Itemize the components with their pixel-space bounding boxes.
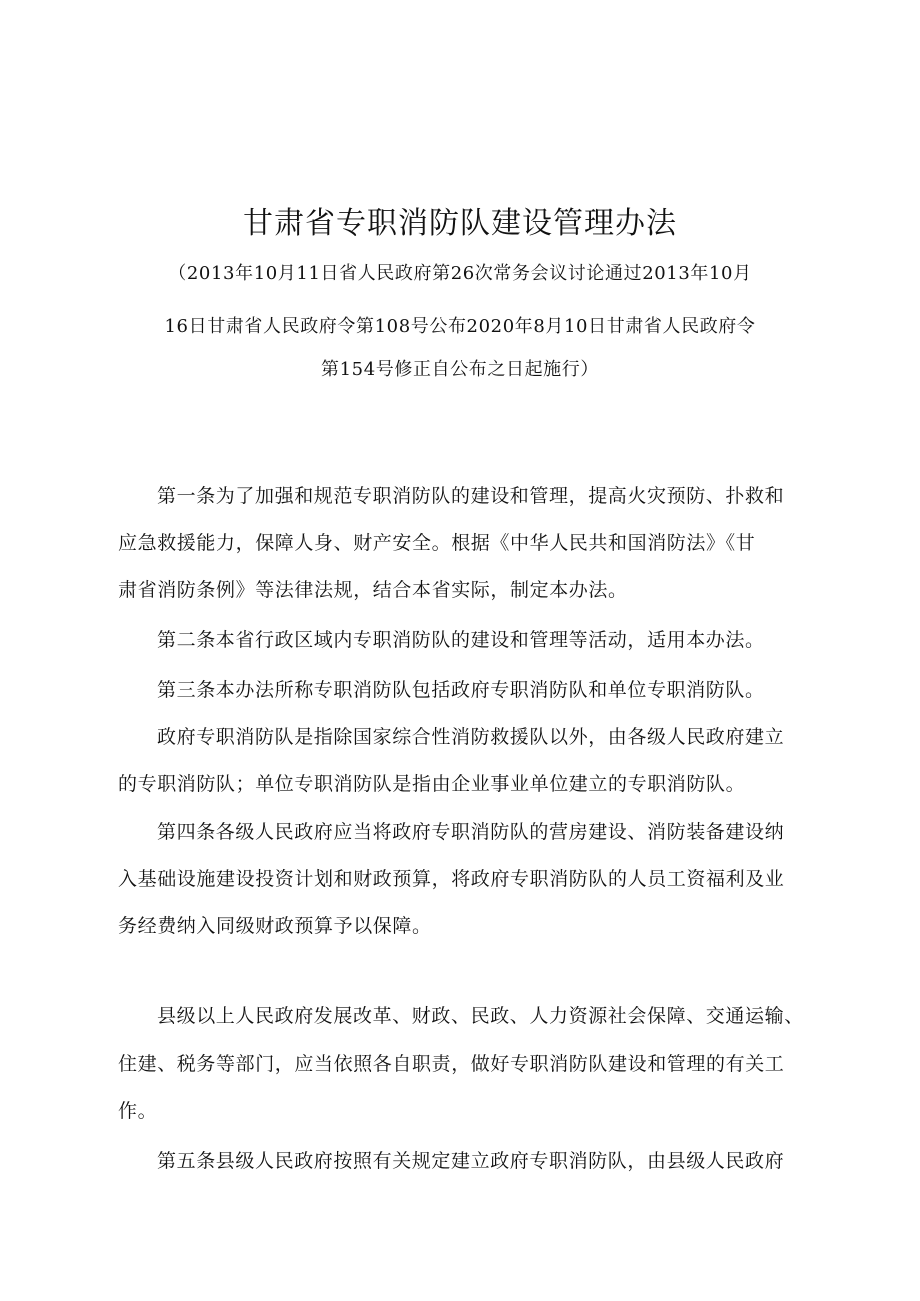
subtitle-line-3: 第154号修正自公布之日起施行）	[321, 359, 599, 380]
article-4-para-2-line-3: 作。	[118, 1100, 158, 1122]
subtitle-line-1: （2013年10月11日省人民政府第26次常务会议讨论通过2013年10月	[168, 263, 752, 284]
article-5-line-1: 第五条县级人民政府按照有关规定建立政府专职消防队，由县级人民政府	[157, 1150, 785, 1172]
article-3-line-1: 第三条本办法所称专职消防队包括政府专职消防队和单位专职消防队。	[157, 679, 765, 701]
article-1-line-1: 第一条为了加强和规范专职消防队的建设和管理，提高火灾预防、扑救和	[157, 485, 785, 507]
article-4-para-2-line-2: 住建、税务等部门，应当依照各自职责，做好专职消防队建设和管理的有关工	[118, 1053, 785, 1075]
article-4-line-1: 第四条各级人民政府应当将政府专职消防队的营房建设、消防装备建设纳	[157, 821, 785, 843]
document-title: 甘肃省专职消防队建设管理办法	[243, 206, 677, 241]
article-3-para-2-line-1: 政府专职消防队是指除国家综合性消防救援队以外，由各级人民政府建立	[157, 726, 785, 748]
article-4-para-2-line-1: 县级以上人民政府发展改革、财政、民政、人力资源社会保障、交通运输、	[157, 1005, 804, 1027]
article-1-line-3: 肃省消防条例》等法律法规，结合本省实际，制定本办法。	[118, 579, 628, 601]
article-4-line-2: 入基础设施建设投资计划和财政预算，将政府专职消防队的人员工资福利及业	[118, 868, 785, 890]
subtitle-line-2: 16日甘肃省人民政府令第108号公布2020年8月10日甘肃省人民政府令	[164, 316, 756, 337]
article-3-para-2-line-2: 的专职消防队；单位专职消防队是指由企业事业单位建立的专职消防队。	[118, 773, 746, 795]
article-2-line-1: 第二条本省行政区域内专职消防队的建设和管理等活动，适用本办法。	[157, 629, 765, 651]
article-4-line-3: 务经费纳入同级财政预算予以保障。	[118, 915, 432, 937]
article-1-line-2: 应急救援能力，保障人身、财产安全。根据《中华人民共和国消防法》《甘	[118, 532, 756, 554]
